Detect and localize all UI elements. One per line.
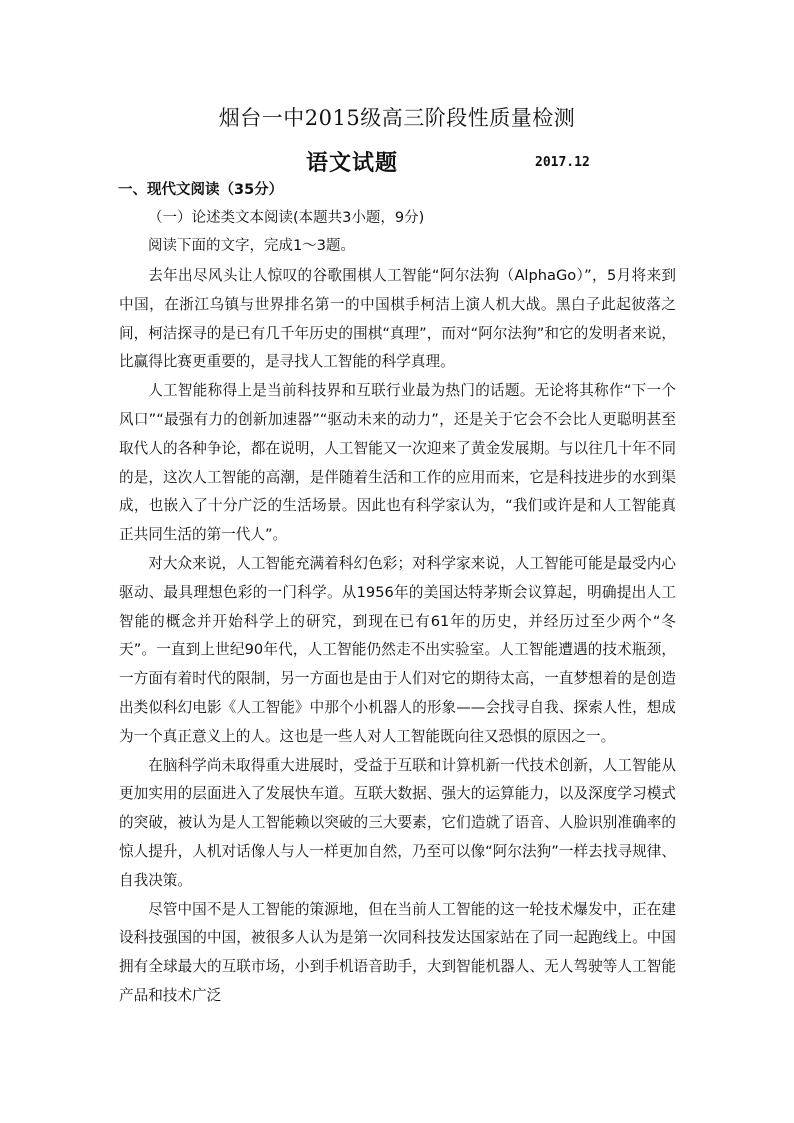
- paragraph-2: 人工智能称得上是当前科技界和互联行业最为热门的话题。无论将其称作“下一个风口”“最强有力的创新加速器”“驱动未来的动力”，还是关于它会不会比人更聪明甚至取代人的各种争论，都在说明，人工智能又一次迎来了黄金发展期。与以往几十年不同的是，这次人工智能的高潮，是伴随着生活和工作的应用而来，它是科技进步的水到渠成，也嵌入了十分广泛的生活场景。因此也有科学家认为，“我们或许是和人工智能真正共同生活的第一代人”。: [119, 382, 676, 544]
- paragraph-4: 在脑科学尚未取得重大进展时，受益于互联和计算机新一代技术创新，人工智能从更加实用的层面进入了发展快车道。互联大数据、强大的运算能力，以及深度学习模式的突破，被认为是人工智能赖以突破的三大要素，它们造就了语音、人脸识别准确率的惊人提升，人机对话像人与人一样更加自然，乃至可以像“阿尔法狗”一样去找寻规律、自我决策。: [119, 756, 676, 889]
- exam-date: 2017.12: [535, 155, 590, 170]
- subject-title: 语文试题: [306, 150, 399, 176]
- article-body: [119, 262, 676, 1011]
- reading-instruction: 阅读下面的文字，完成1～3题。: [148, 238, 355, 254]
- paragraph-1: 去年出尽风头让人惊叹的谷歌围棋人工智能“阿尔法狗（AlphaGo）”，5月将来到中国，在浙江乌镇与世界排名第一的中国棋手柯洁上演人机大战。黑白子此起彼落之间，柯洁探寻的是已有几千年历史的围棋“真理”，而对“阿尔法狗”和它的发明者来说，比赢得比赛更重要的，是寻找人工智能的科学真理。: [119, 267, 676, 371]
- paragraph-3: 对大众来说，人工智能充满着科幻色彩；对科学家来说，人工智能可能是最受内心驱动、最具理想色彩的一门科学。从1956年的美国达特茅斯会议算起，明确提出人工智能的概念并开始科学上的研究，到现在已有61年的历史，并经历过至少两个“冬天”。一直到上世纪90年代，人工智能仍然走不出实验室。人工智能遭遇的技术瓶颈，一方面有着时代的限制，另一方面也是由于人们对它的期待太高，一直梦想着的是创造出类似科幻电影《人工智能》中那个小机器人的形象——会找寻自我、探索人性，想成为一个真正意义上的人。这也是一些人对人工智能既向往又恐惧的原因之一。: [119, 554, 676, 745]
- exam-title: 烟台一中2015级高三阶段性质量检测: [218, 106, 576, 130]
- sub-section-heading: （一）论述类文本阅读(本题共3小题，9分): [148, 210, 425, 226]
- paragraph-5: 尽管中国不是人工智能的策源地，但在当前人工智能的这一轮技术爆发中，正在建设科技强国的中国，被很多人认为是第一次同科技发达国家站在了同一起跑线上。中国拥有全球最大的互联市场，小到手机语音助手，大到智能机器人、无人驾驶等人工智能产品和技术广泛: [119, 900, 676, 1004]
- section-heading: 一、现代文阅读（35分）: [118, 182, 284, 198]
